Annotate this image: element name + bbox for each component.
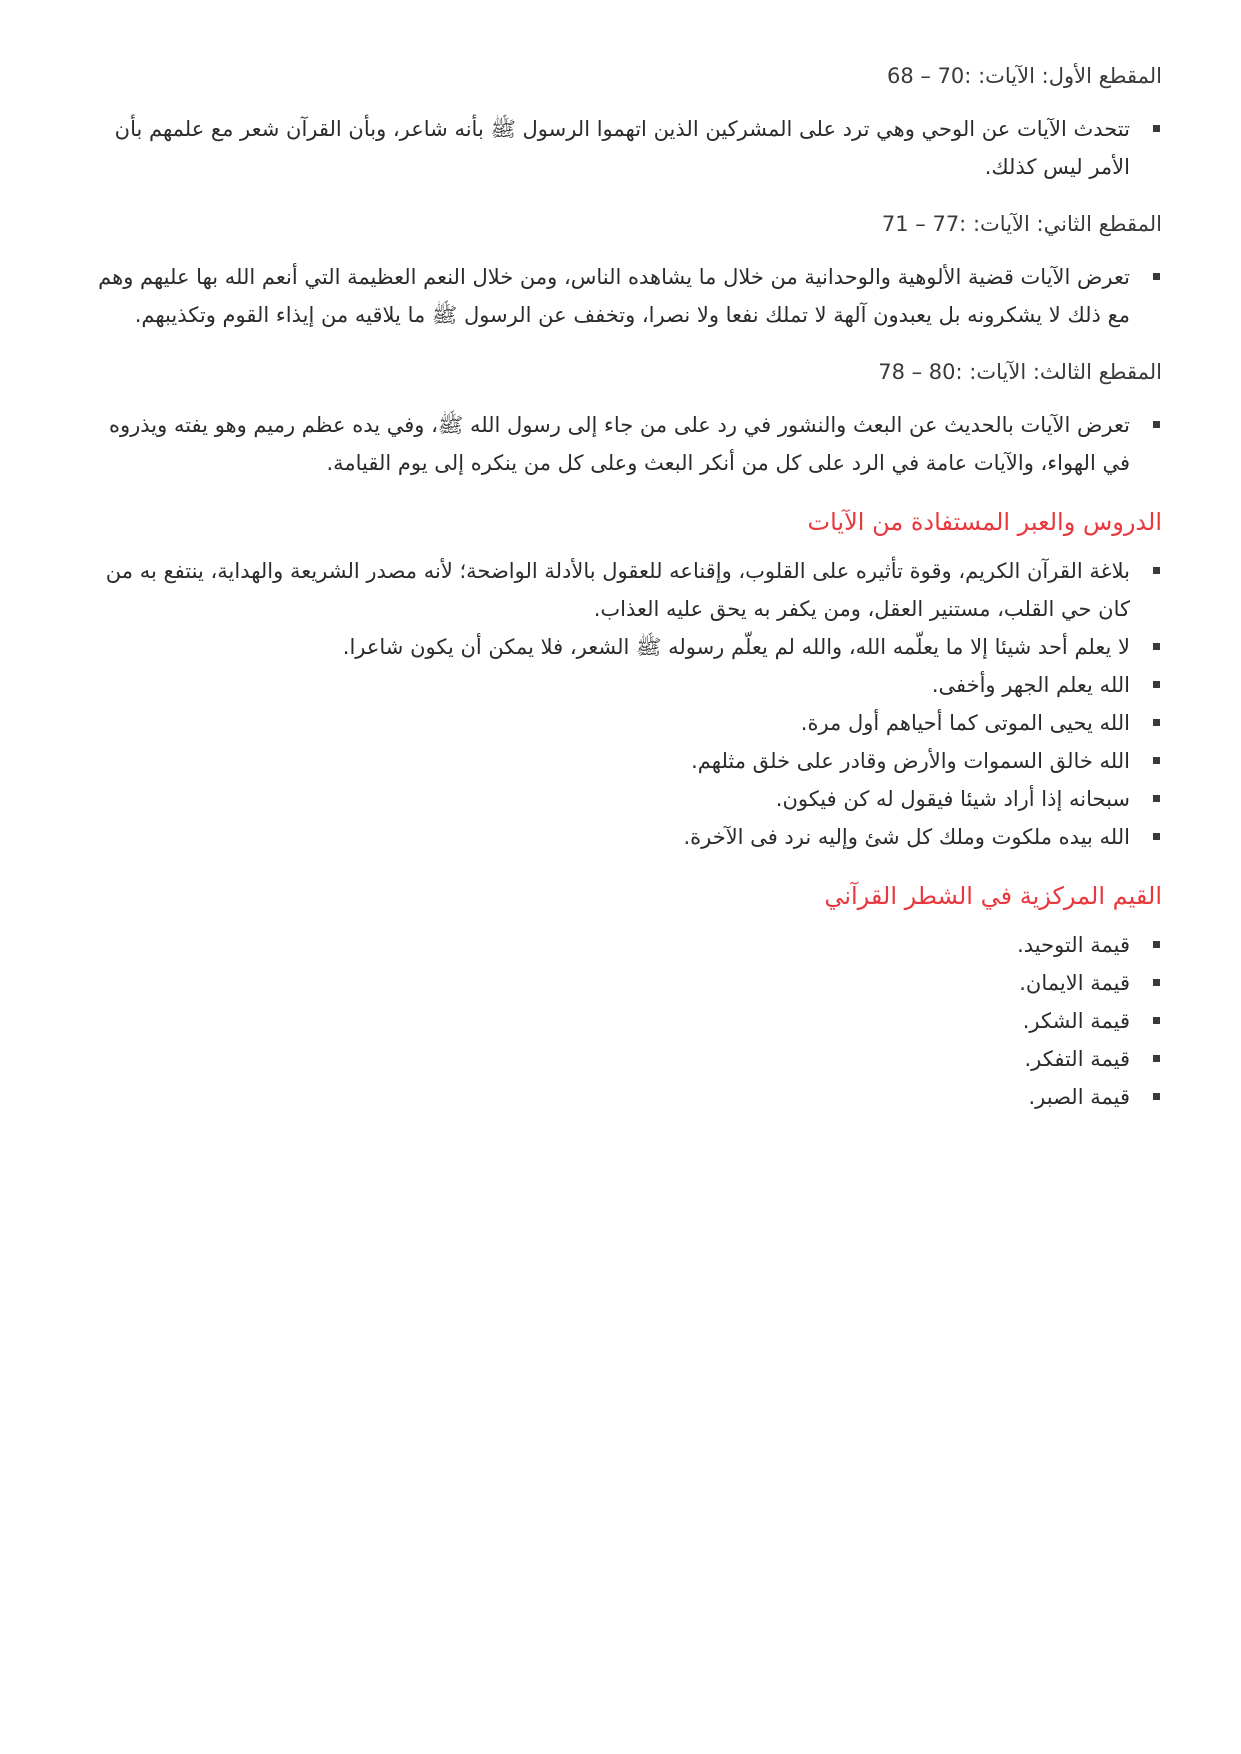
segment-1-title [78,58,1162,94]
bullet-square-icon [1153,719,1160,726]
segment-2-bullets [78,258,1162,334]
segment-1-bullets [78,110,1162,186]
list-item: قيمة الشكر. [78,1002,1162,1040]
list-item: سبحانه إذا أراد شيئا فيقول له كن فيكون. [78,780,1162,818]
lessons-list [78,552,1162,856]
document-page [78,58,1162,1136]
list-item: لا يعلم أحد شيئا إلا ما يعلّمه الله، والله لم يعلّم رسوله ﷺ الشعر، فلا يمكن أن يكون شاعرا. [78,628,1162,666]
bullet-square-icon [1153,125,1160,132]
bullet-square-icon [1153,1017,1160,1024]
list-item: الله يحيى الموتى كما أحياهم أول مرة. [78,704,1162,742]
list-item: الله خالق السموات والأرض وقادر على خلق مثلهم. [78,742,1162,780]
bullet-square-icon [1153,795,1160,802]
bullet-square-icon [1153,1055,1160,1062]
bullet-square-icon [1153,681,1160,688]
list-item: الله يعلم الجهر وأخفى. [78,666,1162,704]
bullet-square-icon [1153,1093,1160,1100]
list-item: قيمة التفكر. [78,1040,1162,1078]
list-item: قيمة الصبر. [78,1078,1162,1116]
list-item: الله بيده ملكوت وملك كل شئ وإليه نرد فى الآخرة. [78,818,1162,856]
segment-1-title-range: 68 – 70: [887,64,972,88]
segment-3-title-range: 78 – 80: [878,360,963,384]
list-item: بلاغة القرآن الكريم، وقوة تأثيره على القلوب، وإقناعه للعقول بالأدلة الواضحة؛ لأنه مصدر الشريعة والهداية، ينتفع به من كان حي القلب، مستنير العقل، ومن يكفر به يحق عليه العذاب. [78,552,1162,628]
bullet-square-icon [1153,757,1160,764]
list-item: قيمة التوحيد. [78,926,1162,964]
bullet-square-icon [1153,273,1160,280]
bullet-square-icon [1153,979,1160,986]
bullet-square-icon [1153,833,1160,840]
bullet-square-icon [1153,567,1160,574]
list-item: قيمة الايمان. [78,964,1162,1002]
bullet-square-icon [1153,941,1160,948]
segment-3-title [78,354,1162,390]
values-heading: القيم المركزية في الشطر القرآني [824,882,1162,910]
list-item: تتحدث الآيات عن الوحي وهي ترد على المشركين الذين اتهموا الرسول ﷺ بأنه شاعر، وبأن القرآن شعر مع علمهم بأن الأمر ليس كذلك. [78,110,1162,186]
segment-2-title-label: المقطع الثاني: الآيات: [972,212,1162,236]
segment-2-title-range: 71 – 77: [881,212,967,236]
list-item: تعرض الآيات قضية الألوهية والوحدانية من خلال ما يشاهده الناس، ومن خلال النعم العظيمة التي أنعم الله بها عليهم وهم مع ذلك لا يشكرونه بل يعبدون آلهة لا تملك نفعا ولا نصرا، وتخفف عن الرسول ﷺ ما يلاقيه من إيذاء القوم وتكذيبهم. [78,258,1162,334]
segment-1-title-label: المقطع الأول: الآيات: [978,64,1162,88]
lessons-heading: الدروس والعبر المستفادة من الآيات [807,508,1162,536]
segment-2-title [78,206,1162,242]
bullet-square-icon [1153,421,1160,428]
values-list [78,926,1162,1116]
segment-3-bullets [78,406,1162,482]
segment-3-title-label: المقطع الثالث: الآيات: [969,360,1162,384]
bullet-square-icon [1153,643,1160,650]
list-item: تعرض الآيات بالحديث عن البعث والنشور في رد على من جاء إلى رسول الله ﷺ، وفي يده عظم رميم وهو يفته ويذروه في الهواء، والآيات عامة في الرد على كل من أنكر البعث وعلى كل من ينكره إلى يوم القيامة. [78,406,1162,482]
